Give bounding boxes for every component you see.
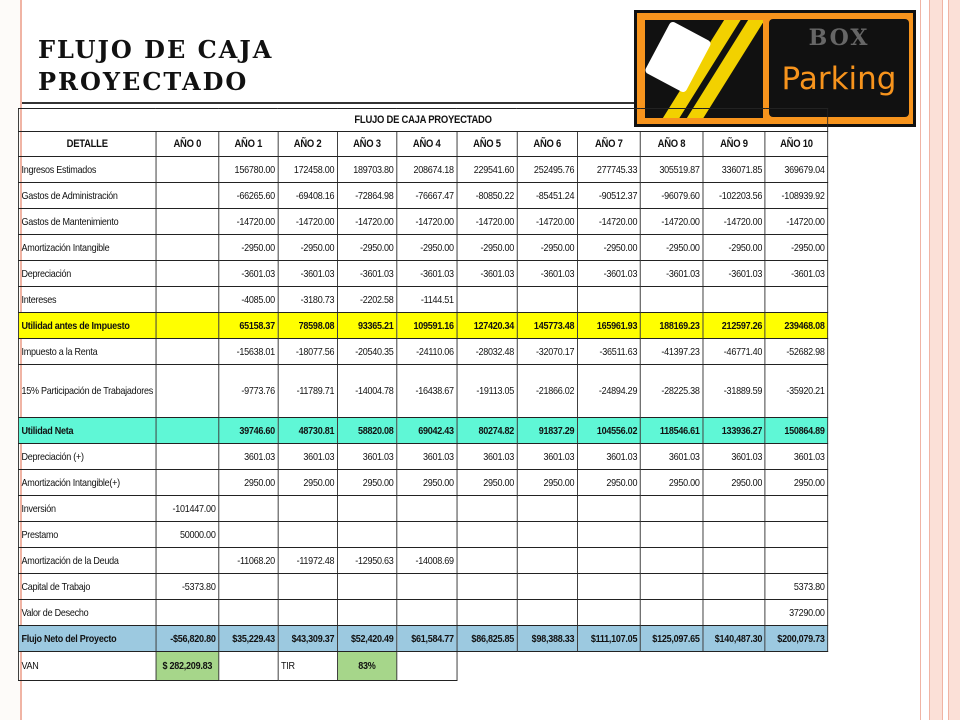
table-cell: 336071.85 — [703, 157, 765, 183]
table-cell: -80850.22 — [457, 183, 517, 209]
table-cell: -16438.67 — [397, 365, 457, 418]
table-cell — [156, 444, 219, 470]
row-label: Impuesto a la Renta — [18, 339, 156, 365]
table-cell: -3601.03 — [703, 261, 765, 287]
row-label: Prestamo — [18, 522, 156, 548]
empty-cell — [397, 652, 457, 681]
table-cell: -3601.03 — [219, 261, 278, 287]
table-cell: -3601.03 — [517, 261, 577, 287]
table-cell: -14720.00 — [278, 209, 337, 235]
table-cell — [457, 287, 517, 313]
table-cell: -21866.02 — [517, 365, 577, 418]
column-header: AÑO 7 — [577, 132, 640, 157]
table-cell: 93365.21 — [337, 313, 396, 339]
row-label: Intereses — [18, 287, 156, 313]
table-cell: 3601.03 — [517, 444, 577, 470]
tir-value: 83% — [337, 652, 396, 681]
column-header: AÑO 1 — [219, 132, 278, 157]
table-cell: 50000.00 — [156, 522, 219, 548]
table-cell: -14720.00 — [577, 209, 640, 235]
table-cell: 37290.00 — [765, 600, 828, 626]
table-cell: 2950.00 — [703, 470, 765, 496]
table-cell: 3601.03 — [577, 444, 640, 470]
table-cell: 2950.00 — [457, 470, 517, 496]
table-cell — [156, 287, 219, 313]
table-cell: -36511.63 — [577, 339, 640, 365]
table-cell: -19113.05 — [457, 365, 517, 418]
table-cell: 212597.26 — [703, 313, 765, 339]
table-cell — [219, 574, 278, 600]
table-cell — [577, 548, 640, 574]
table-cell — [577, 574, 640, 600]
table-cell: -66265.60 — [219, 183, 278, 209]
table-cell: -14004.78 — [337, 365, 396, 418]
table-cell: -24894.29 — [577, 365, 640, 418]
column-header: AÑO 5 — [457, 132, 517, 157]
table-cell: 78598.08 — [278, 313, 337, 339]
table-cell — [156, 339, 219, 365]
table-cell: 2950.00 — [219, 470, 278, 496]
table-cell: -14720.00 — [337, 209, 396, 235]
table-cell: 145773.48 — [517, 313, 577, 339]
table-cell: 104556.02 — [577, 418, 640, 444]
table-cell: 189703.80 — [337, 157, 396, 183]
row-label: Amortización Intangible — [18, 235, 156, 261]
table-cell: -11068.20 — [219, 548, 278, 574]
column-header: AÑO 4 — [397, 132, 457, 157]
table-cell — [703, 574, 765, 600]
table-cell: 80274.82 — [457, 418, 517, 444]
table-cell: -14720.00 — [517, 209, 577, 235]
table-cell: -1144.51 — [397, 287, 457, 313]
table-row — [18, 209, 827, 235]
table-cell — [457, 548, 517, 574]
table-cell — [337, 496, 396, 522]
table-cell: 3601.03 — [703, 444, 765, 470]
table-cell: -32070.17 — [517, 339, 577, 365]
table-cell: -24110.06 — [397, 339, 457, 365]
table-cell: -85451.24 — [517, 183, 577, 209]
table-cell — [278, 600, 337, 626]
table-cell: 165961.93 — [577, 313, 640, 339]
table-cell: -28225.38 — [640, 365, 702, 418]
table-cell — [397, 574, 457, 600]
table-row — [18, 157, 827, 183]
table-cell — [156, 365, 219, 418]
table-cell — [156, 183, 219, 209]
table-cell: -11972.48 — [278, 548, 337, 574]
table-cell: 3601.03 — [397, 444, 457, 470]
table-cell — [457, 522, 517, 548]
table-cell: -2950.00 — [640, 235, 702, 261]
table-row — [18, 183, 827, 209]
table-cell: $35,229.43 — [219, 626, 278, 652]
table-cell: -90512.37 — [577, 183, 640, 209]
table-cell: $125,097.65 — [640, 626, 702, 652]
table-caption: FLUJO DE CAJA PROYECTADO — [18, 109, 827, 132]
table-row — [18, 574, 827, 600]
column-header: AÑO 6 — [517, 132, 577, 157]
row-label: Capital de Trabajo — [18, 574, 156, 600]
table-cell: -20540.35 — [337, 339, 396, 365]
table-cell — [397, 600, 457, 626]
van-value: $ 282,209.83 — [156, 652, 219, 681]
table-cell: 65158.37 — [219, 313, 278, 339]
table-row — [18, 444, 827, 470]
table-cell — [703, 600, 765, 626]
table-cell: -15638.01 — [219, 339, 278, 365]
table-cell: 239468.08 — [765, 313, 828, 339]
table-cell — [640, 574, 702, 600]
table-cell: -2950.00 — [457, 235, 517, 261]
table-cell: $200,079.73 — [765, 626, 828, 652]
table-cell — [517, 287, 577, 313]
table-row — [18, 470, 827, 496]
table-cell: -3601.03 — [640, 261, 702, 287]
table-cell: 118546.61 — [640, 418, 702, 444]
table-cell: -14720.00 — [640, 209, 702, 235]
table-cell — [397, 522, 457, 548]
table-cell: -3601.03 — [337, 261, 396, 287]
parking-ticket-icon — [645, 20, 763, 118]
table-cell — [278, 574, 337, 600]
table-cell: -2950.00 — [397, 235, 457, 261]
logo-wordmark — [769, 19, 909, 117]
row-label: Ingresos Estimados — [18, 157, 156, 183]
table-cell: 39746.60 — [219, 418, 278, 444]
cash-flow-sheet — [18, 108, 960, 681]
table-cell — [517, 600, 577, 626]
table-cell — [765, 496, 828, 522]
table-cell: -3601.03 — [397, 261, 457, 287]
column-header: AÑO 8 — [640, 132, 702, 157]
table-row — [18, 548, 827, 574]
column-header: AÑO 0 — [156, 132, 219, 157]
table-cell — [156, 600, 219, 626]
table-cell — [517, 496, 577, 522]
table-cell — [457, 496, 517, 522]
table-row — [18, 365, 827, 418]
table-cell: 2950.00 — [640, 470, 702, 496]
table-cell: -2950.00 — [278, 235, 337, 261]
table-cell — [517, 574, 577, 600]
table-cell: 3601.03 — [219, 444, 278, 470]
table-cell: 2950.00 — [397, 470, 457, 496]
table-cell — [156, 470, 219, 496]
table-cell — [337, 574, 396, 600]
table-row — [18, 339, 827, 365]
cash-flow-table — [18, 108, 828, 681]
column-header: AÑO 3 — [337, 132, 396, 157]
table-cell: 252495.76 — [517, 157, 577, 183]
table-cell — [517, 522, 577, 548]
table-cell: -2950.00 — [219, 235, 278, 261]
table-cell — [703, 548, 765, 574]
table-cell: 3601.03 — [765, 444, 828, 470]
table-cell: 3601.03 — [640, 444, 702, 470]
table-cell: -102203.56 — [703, 183, 765, 209]
table-cell: -3601.03 — [457, 261, 517, 287]
table-cell: 69042.43 — [397, 418, 457, 444]
table-cell: -18077.56 — [278, 339, 337, 365]
table-cell — [156, 418, 219, 444]
table-cell — [397, 496, 457, 522]
table-cell: -4085.00 — [219, 287, 278, 313]
row-label: Valor de Desecho — [18, 600, 156, 626]
table-cell — [703, 496, 765, 522]
column-header: AÑO 9 — [703, 132, 765, 157]
table-cell — [278, 522, 337, 548]
row-label: Depreciación (+) — [18, 444, 156, 470]
table-cell: -31889.59 — [703, 365, 765, 418]
table-cell: -28032.48 — [457, 339, 517, 365]
row-label: Gastos de Mantenimiento — [18, 209, 156, 235]
table-cell — [156, 261, 219, 287]
table-cell — [765, 522, 828, 548]
table-cell — [577, 496, 640, 522]
table-cell — [640, 600, 702, 626]
table-cell: -2202.58 — [337, 287, 396, 313]
row-label: Depreciación — [18, 261, 156, 287]
column-header: AÑO 2 — [278, 132, 337, 157]
table-cell — [703, 287, 765, 313]
table-cell: $61,584.77 — [397, 626, 457, 652]
table-cell — [219, 496, 278, 522]
table-cell: -12950.63 — [337, 548, 396, 574]
table-cell: -14720.00 — [765, 209, 828, 235]
table-cell — [156, 157, 219, 183]
table-cell: 109591.16 — [397, 313, 457, 339]
table-cell: -3180.73 — [278, 287, 337, 313]
table-cell: -2950.00 — [577, 235, 640, 261]
table-cell: 48730.81 — [278, 418, 337, 444]
table-cell: -14720.00 — [397, 209, 457, 235]
table-cell — [577, 522, 640, 548]
table-cell: -14720.00 — [219, 209, 278, 235]
logo-brand: BOX — [808, 25, 870, 51]
row-label: Amortización de la Deuda — [18, 548, 156, 574]
row-label: Amortización Intangible(+) — [18, 470, 156, 496]
table-cell: -3601.03 — [577, 261, 640, 287]
table-cell — [640, 496, 702, 522]
table-cell: -9773.76 — [219, 365, 278, 418]
table-cell: 3601.03 — [457, 444, 517, 470]
row-label: Flujo Neto del Proyecto — [18, 626, 156, 652]
column-header: AÑO 10 — [765, 132, 828, 157]
table-cell — [156, 209, 219, 235]
table-cell: 3601.03 — [278, 444, 337, 470]
table-cell — [640, 522, 702, 548]
table-cell — [219, 522, 278, 548]
table-cell — [640, 287, 702, 313]
table-cell — [517, 548, 577, 574]
table-cell — [156, 548, 219, 574]
table-cell — [457, 600, 517, 626]
row-label: Gastos de Administración — [18, 183, 156, 209]
table-cell — [765, 287, 828, 313]
table-cell — [219, 600, 278, 626]
row-label: Utilidad antes de Impuesto — [18, 313, 156, 339]
van-tir-row — [18, 652, 827, 681]
table-cell: $98,388.33 — [517, 626, 577, 652]
table-cell — [703, 522, 765, 548]
table-row — [18, 522, 827, 548]
table-cell — [457, 574, 517, 600]
slide-title: FLUJO DE CAJA PROYECTADO — [38, 35, 274, 96]
table-row — [18, 287, 827, 313]
table-cell: 2950.00 — [765, 470, 828, 496]
table-row — [18, 313, 827, 339]
table-cell: -3601.03 — [278, 261, 337, 287]
table-cell: 2950.00 — [278, 470, 337, 496]
table-cell: 150864.89 — [765, 418, 828, 444]
van-label: VAN — [18, 652, 156, 681]
table-cell: -101447.00 — [156, 496, 219, 522]
table-cell: 369679.04 — [765, 157, 828, 183]
table-cell: -35920.21 — [765, 365, 828, 418]
table-cell — [577, 600, 640, 626]
title-underline — [22, 102, 634, 104]
table-cell: 156780.00 — [219, 157, 278, 183]
table-cell — [337, 522, 396, 548]
table-cell: -69408.16 — [278, 183, 337, 209]
table-cell — [765, 548, 828, 574]
tir-label: TIR — [278, 652, 337, 681]
table-cell: $86,825.85 — [457, 626, 517, 652]
row-label: Utilidad Neta — [18, 418, 156, 444]
table-cell: 305519.87 — [640, 157, 702, 183]
table-cell: 3601.03 — [337, 444, 396, 470]
logo-word: Parking — [769, 61, 909, 97]
table-cell: $52,420.49 — [337, 626, 396, 652]
table-cell: 133936.27 — [703, 418, 765, 444]
table-cell: 2950.00 — [577, 470, 640, 496]
table-cell: -2950.00 — [517, 235, 577, 261]
table-row — [18, 600, 827, 626]
table-row — [18, 261, 827, 287]
table-cell: -52682.98 — [765, 339, 828, 365]
table-cell: -14008.69 — [397, 548, 457, 574]
table-cell: -$56,820.80 — [156, 626, 219, 652]
table-row — [18, 418, 827, 444]
table-cell: 127420.34 — [457, 313, 517, 339]
table-cell: 188169.23 — [640, 313, 702, 339]
table-cell — [337, 600, 396, 626]
table-cell: 91837.29 — [517, 418, 577, 444]
table-cell — [640, 548, 702, 574]
table-cell: -96079.60 — [640, 183, 702, 209]
table-cell: -14720.00 — [457, 209, 517, 235]
table-cell: 208674.18 — [397, 157, 457, 183]
table-cell: -41397.23 — [640, 339, 702, 365]
row-label: Inversión — [18, 496, 156, 522]
empty-cell — [219, 652, 278, 681]
table-cell: 58820.08 — [337, 418, 396, 444]
table-cell: 172458.00 — [278, 157, 337, 183]
table-cell — [577, 287, 640, 313]
table-cell: 229541.60 — [457, 157, 517, 183]
table-cell: -2950.00 — [337, 235, 396, 261]
table-cell: $140,487.30 — [703, 626, 765, 652]
table-cell: -46771.40 — [703, 339, 765, 365]
table-row — [18, 626, 827, 652]
table-cell: 2950.00 — [517, 470, 577, 496]
table-cell: -14720.00 — [703, 209, 765, 235]
table-cell: $43,309.37 — [278, 626, 337, 652]
table-cell: -108939.92 — [765, 183, 828, 209]
table-cell: -11789.71 — [278, 365, 337, 418]
table-cell: -76667.47 — [397, 183, 457, 209]
row-label: 15% Participación de Trabajadores — [18, 365, 156, 418]
table-cell: -72864.98 — [337, 183, 396, 209]
table-cell: -3601.03 — [765, 261, 828, 287]
table-cell: 2950.00 — [337, 470, 396, 496]
table-cell — [278, 496, 337, 522]
table-cell: 5373.80 — [765, 574, 828, 600]
table-cell: -5373.80 — [156, 574, 219, 600]
table-cell — [156, 313, 219, 339]
table-cell: -2950.00 — [765, 235, 828, 261]
column-header: DETALLE — [18, 132, 156, 157]
table-row — [18, 496, 827, 522]
table-cell: $111,107.05 — [577, 626, 640, 652]
table-row — [18, 235, 827, 261]
table-cell: -2950.00 — [703, 235, 765, 261]
table-cell: 277745.33 — [577, 157, 640, 183]
table-cell — [156, 235, 219, 261]
